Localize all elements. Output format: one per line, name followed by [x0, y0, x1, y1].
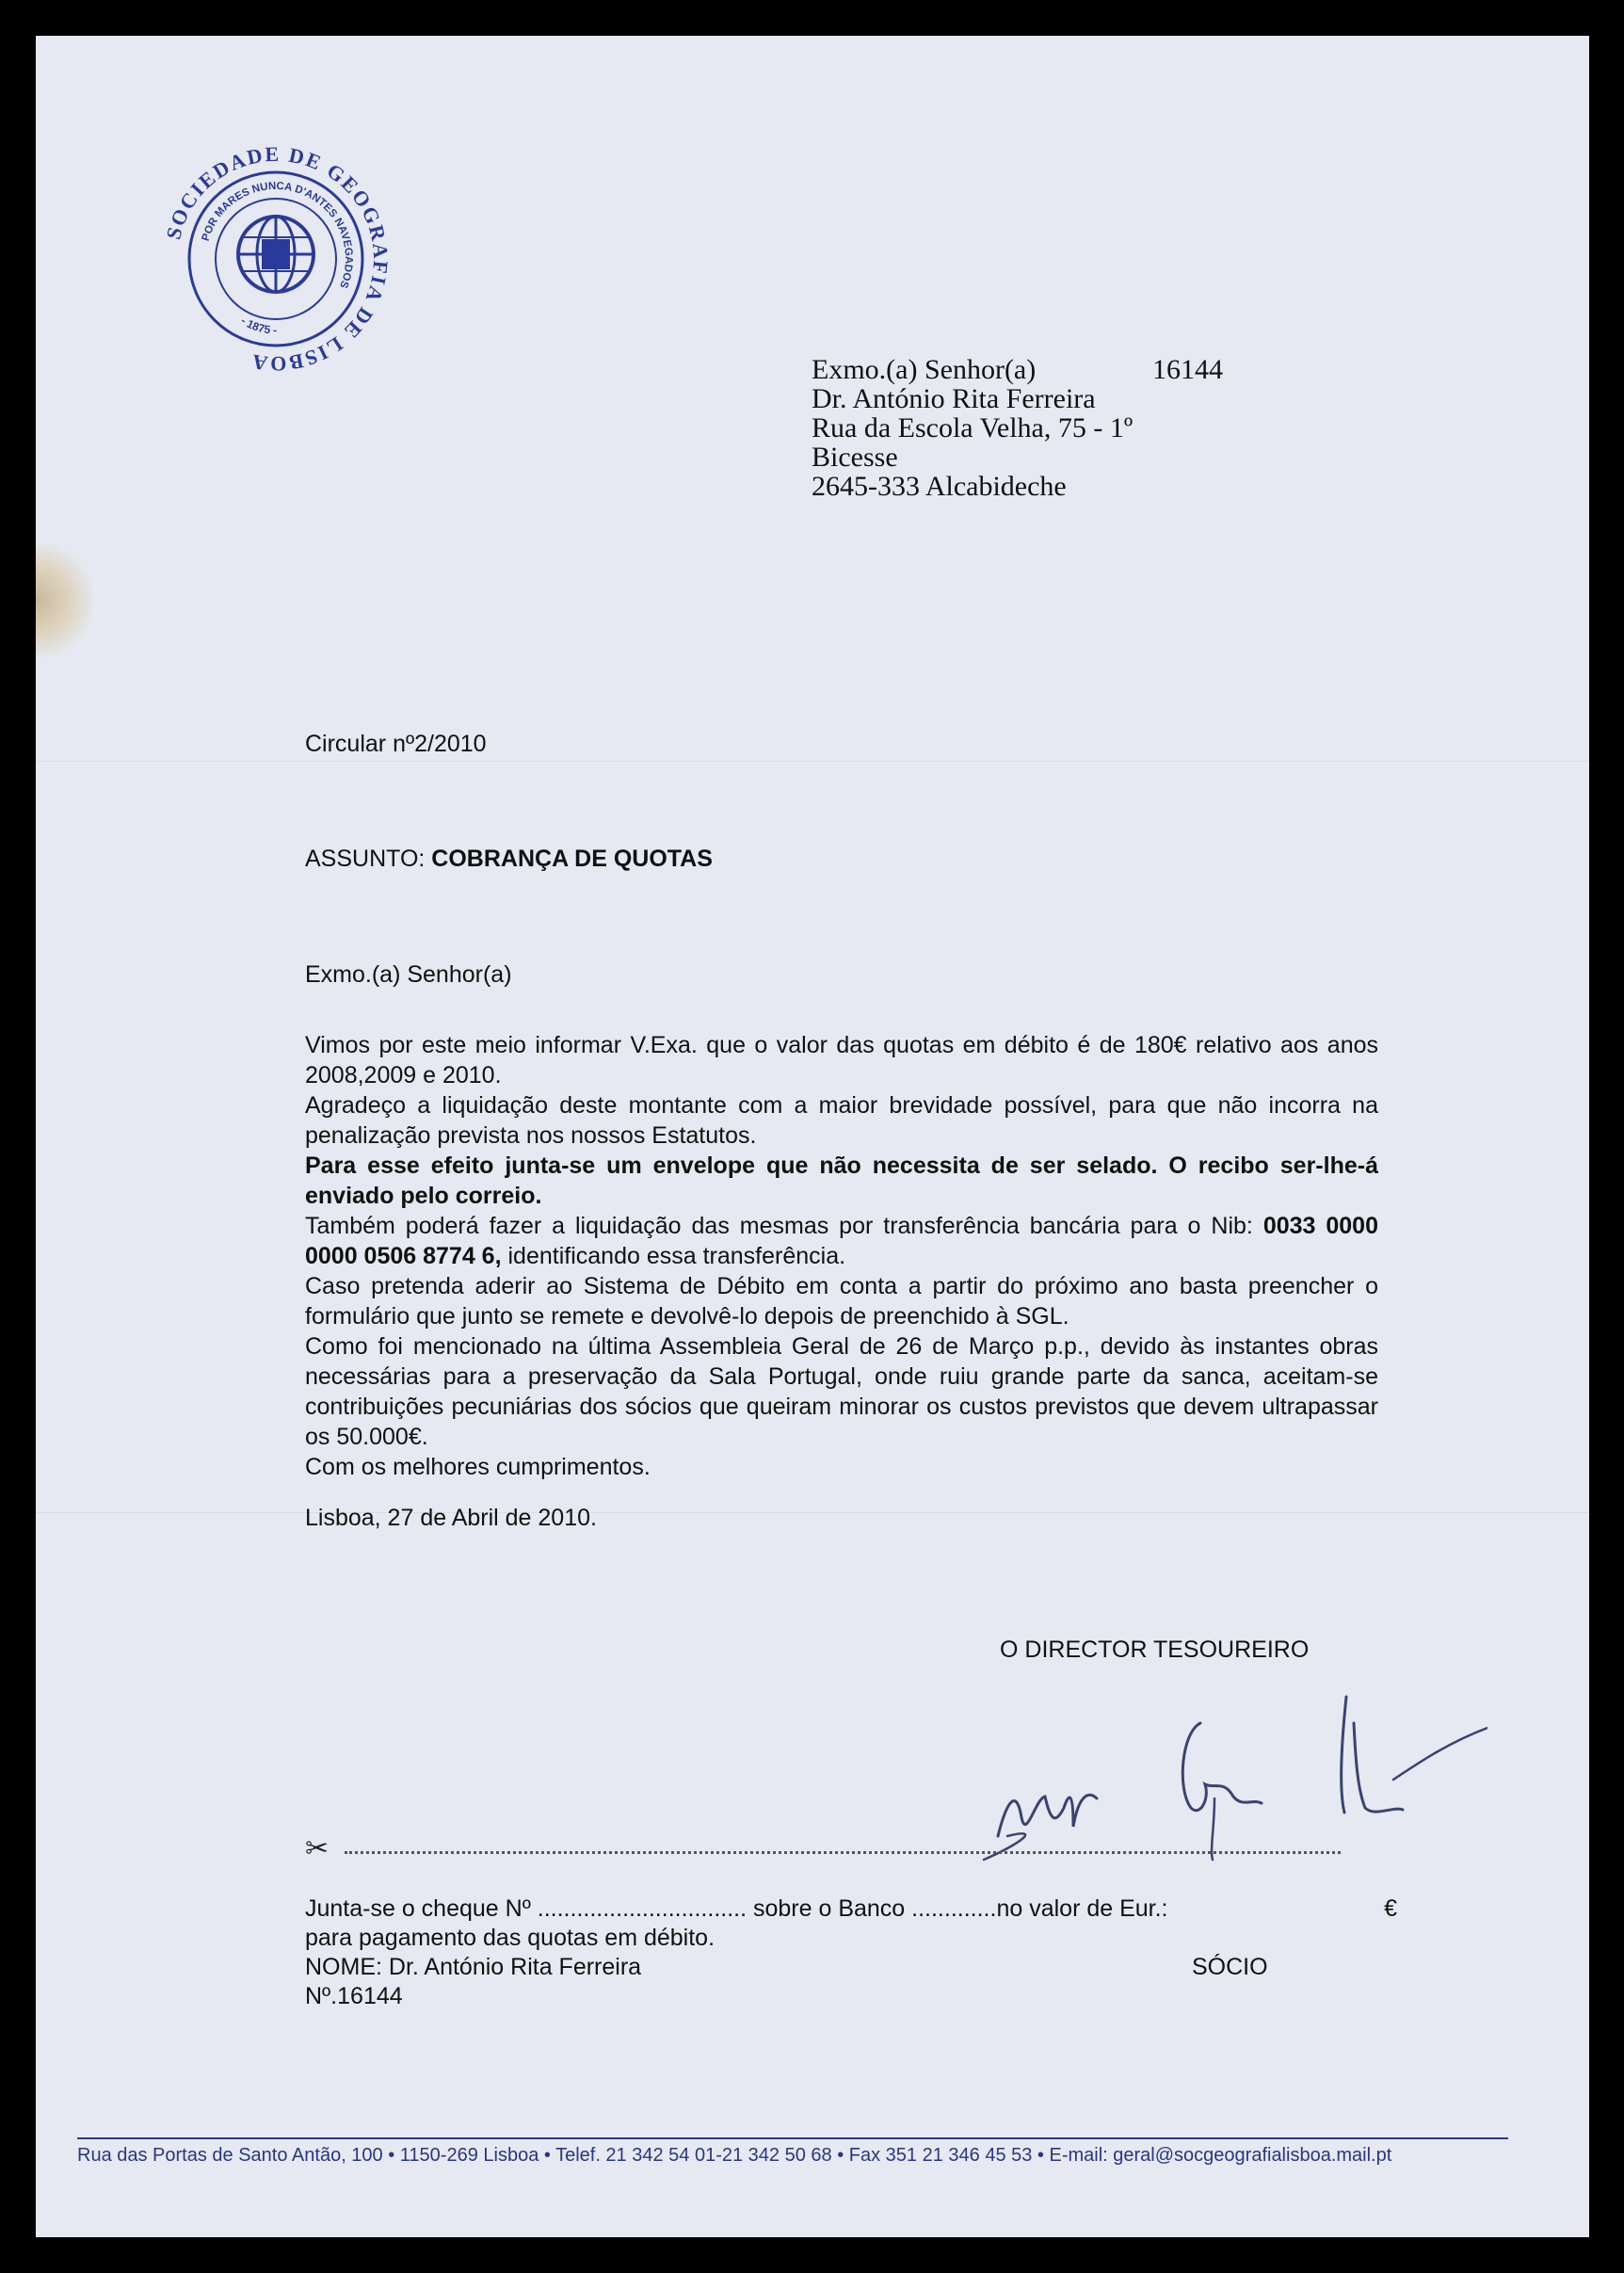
address-salutation: Exmo.(a) Senhor(a)	[812, 354, 1037, 385]
socio-label: SÓCIO	[1192, 1954, 1268, 1980]
subject-line	[305, 844, 713, 874]
paragraph-closing: Com os melhores cumprimentos.	[305, 1454, 651, 1480]
paragraph-amount: Vimos por este meio informar V.Exa. que o valor das quotas em débito é de 180€ relativo aos anos 2008,2009 e 2010.	[305, 1032, 1378, 1088]
seal-year: - 1875 -	[238, 314, 278, 337]
greeting: Exmo.(a) Senhor(a)	[305, 961, 512, 988]
transfer-outro: identificando essa transferência.	[501, 1243, 846, 1269]
paragraph-assembly: Como foi mencionado na última Assembleia Geral de 26 de Março p.p., devido às instantes obras necessárias para a preservação da Sala Portugal, onde ruiu grande parte da sanca, aceitam-se contribuições pecuniárias dos sócios que queiram minorar os custos previstos que devem ultrapassar os 50.000€.	[305, 1333, 1378, 1450]
member-number-line: Nº.16144	[305, 1983, 403, 2009]
purpose-line: para pagamento das quotas em débito.	[305, 1925, 716, 1951]
nib-number: 0033 0000 0000 0506 8774 6,	[305, 1213, 1378, 1269]
cheque-line: Junta-se o cheque Nº ................................ sobre o Banco .............no valor de Eur.:	[305, 1895, 1168, 1922]
paragraph-transfer	[305, 1211, 1378, 1271]
recipient-name: Dr. António Rita Ferreira	[812, 383, 1096, 414]
seal-motto: POR MARES NUNCA D'ANTES NAVEGADOS	[200, 180, 355, 290]
footer-contact: Rua das Portas de Santo Antão, 100 • 1150-269 Lisboa • Telef. 21 342 54 01-21 342 50 68 • Fax 351 21 346 45 53 • E-mail: geral@socgeografialisboa.mail.pt	[77, 2145, 1392, 2166]
seal-outer-text: SOCIEDADE DE GEOGRAFIA DE LISBOA	[161, 141, 394, 377]
paragraph-debit: Caso pretenda aderir ao Sistema de Débito em conta a partir do próximo ano basta preencher o formulário que junto se remete e devolvê-lo depois de preenchido à SGL.	[305, 1273, 1378, 1330]
cheque-row	[305, 1894, 1397, 1924]
subject-value: COBRANÇA DE QUOTAS	[431, 846, 713, 872]
society-seal-logo	[158, 141, 394, 377]
paragraph-request: Agradeço a liquidação deste montante com a maior brevidade possível, para que não incorra na penalização prevista nos nossos Estatutos.	[305, 1092, 1378, 1149]
member-number: 16144	[1152, 354, 1223, 385]
recipient-postal: 2645-333 Alcabideche	[812, 471, 1067, 502]
letter-date: Lisboa, 27 de Abril de 2010.	[305, 1505, 597, 1531]
paper-stain	[36, 544, 92, 657]
director-title: O DIRECTOR TESOUREIRO	[1000, 1636, 1310, 1663]
recipient-locality: Bicesse	[812, 442, 898, 473]
name-row	[305, 1953, 1397, 1982]
recipient-address	[812, 354, 1223, 502]
dotted-cut-guide	[345, 1851, 1341, 1854]
fold-line-bottom	[36, 1512, 1589, 1514]
subject-label: ASSUNTO:	[305, 846, 432, 872]
payment-slip	[305, 1894, 1397, 2011]
paragraph-envelope: Para esse efeito junta-se um envelope que não necessita de ser selado. O recibo ser-lhe-á enviado pelo correio.	[305, 1153, 1378, 1209]
member-name-line: NOME: Dr. António Rita Ferreira	[305, 1954, 642, 1980]
footer-divider	[77, 2137, 1508, 2139]
cut-line	[305, 1833, 1341, 1864]
euro-symbol: €	[1384, 1895, 1397, 1922]
transfer-intro: Também poderá fazer a liquidação das mesmas por transferência bancária para o Nib:	[305, 1213, 1263, 1239]
circular-number: Circular nº2/2010	[305, 731, 487, 757]
letter-body	[305, 1030, 1378, 1482]
scissors-icon: ✂	[305, 1833, 330, 1864]
recipient-street: Rua da Escola Velha, 75 - 1º	[812, 412, 1134, 443]
fold-line-top	[36, 761, 1589, 763]
